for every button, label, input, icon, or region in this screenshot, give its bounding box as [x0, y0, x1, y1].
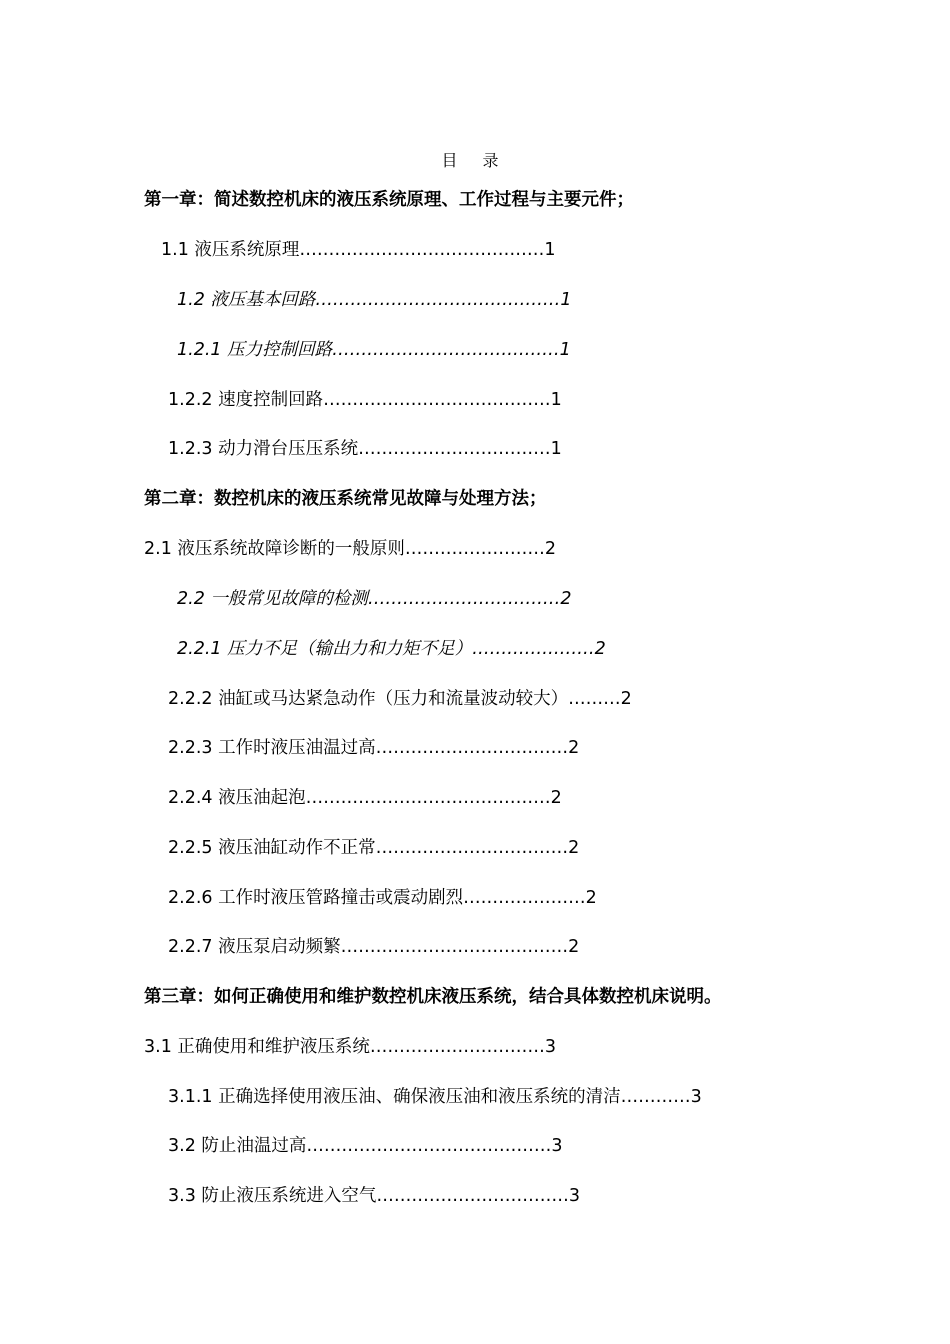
toc-entry-3-1-1: 3.1.1 正确选择使用液压油、确保液压油和液压系统的清洁…………3 [168, 1087, 702, 1107]
toc-entry-2-2-2: 2.2.2 油缸或马达紧急动作（压力和流量波动较大）………2 [168, 689, 632, 709]
toc-entry-2-2-3: 2.2.3 工作时液压油温过高……………………………2 [168, 738, 580, 758]
toc-entry-2-2-1: 2.2.1 压力不足（输出力和力矩不足）…………………2 [177, 639, 606, 659]
toc-entry-2-2-4: 2.2.4 液压油起泡……………………………………2 [168, 788, 562, 808]
toc-entry-3-3: 3.3 防止液压系统进入空气……………………………3 [168, 1186, 581, 1206]
toc-entry-2-2-5: 2.2.5 液压油缸动作不正常……………………………2 [168, 838, 580, 858]
toc-chapter-1: 第一章：简述数控机床的液压系统原理、工作过程与主要元件； [144, 190, 634, 210]
toc-entry-1-1: 1.1 液压系统原理……………………………………1 [161, 240, 556, 260]
toc-entry-1-2-1: 1.2.1 压力控制回路…………………………………1 [177, 340, 571, 360]
toc-entry-2-1: 2.1 液压系统故障诊断的一般原则……………………2 [144, 539, 557, 559]
toc-entry-2-2: 2.2 一般常见故障的检测……………………………2 [177, 589, 572, 609]
toc-entry-2-2-6: 2.2.6 工作时液压管路撞击或震动剧烈…………………2 [168, 888, 597, 908]
toc-entry-1-2: 1.2 液压基本回路……………………………………1 [177, 290, 572, 310]
toc-chapter-3: 第三章：如何正确使用和维护数控机床液压系统，结合具体数控机床说明。 [144, 987, 722, 1007]
toc-entry-3-2: 3.2 防止油温过高……………………………………3 [168, 1136, 563, 1156]
toc-entry-3-1: 3.1 正确使用和维护液压系统…………………………3 [144, 1037, 557, 1057]
toc-chapter-2: 第二章：数控机床的液压系统常见故障与处理方法； [144, 489, 547, 509]
toc-title: 目 录 [441, 151, 509, 170]
toc-entry-2-2-7: 2.2.7 液压泵启动频繁…………………………………2 [168, 937, 580, 957]
toc-entry-1-2-3: 1.2.3 动力滑台压压系统……………………………1 [168, 439, 562, 459]
toc-entry-1-2-2: 1.2.2 速度控制回路…………………………………1 [168, 390, 562, 410]
